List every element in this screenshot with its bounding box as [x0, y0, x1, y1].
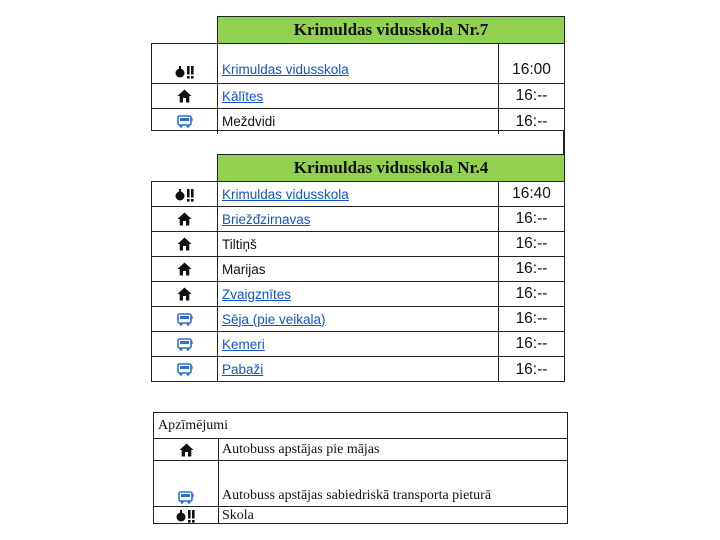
- bus-icon: [152, 109, 218, 134]
- departure-time: 16:--: [515, 260, 548, 277]
- table-row: [152, 332, 564, 357]
- divider: [563, 131, 565, 156]
- departure-time: 16:00: [512, 61, 551, 78]
- table-row: [152, 44, 564, 84]
- legend-heading: Apzīmējumi: [154, 413, 567, 439]
- table-row: [152, 307, 564, 332]
- table-row: [152, 109, 564, 134]
- stop-link[interactable]: Pabaži: [222, 362, 264, 377]
- stop-link[interactable]: Zvaigznītes: [222, 286, 292, 302]
- school-icon: [152, 182, 218, 206]
- house-icon: [152, 232, 218, 256]
- legend-table: [153, 412, 568, 524]
- legend-row: [154, 439, 567, 461]
- departure-time: 16:--: [515, 310, 548, 327]
- house-icon: [152, 84, 218, 108]
- schedule-table: [151, 181, 565, 382]
- stop-link[interactable]: Briežđzirnavas: [222, 211, 311, 227]
- stop-link[interactable]: Kemeri: [222, 336, 265, 352]
- house-icon: [152, 257, 218, 281]
- bus-icon: [154, 461, 219, 506]
- bus-icon: [152, 332, 218, 356]
- departure-time: 16:--: [515, 235, 548, 252]
- schedule-title: [217, 154, 565, 182]
- departure-time: 16:--: [515, 112, 548, 130]
- schedule-title: [217, 16, 565, 44]
- table-row: [152, 84, 564, 109]
- legend-text: Autobuss apstājas sabiedriskā transporta pieturā: [222, 488, 492, 503]
- departure-time: 16:--: [515, 360, 548, 378]
- legend-row: [154, 507, 567, 524]
- legend-row: [154, 461, 567, 507]
- school-icon: [152, 44, 218, 83]
- house-icon: [154, 439, 219, 460]
- departure-time: 16:--: [515, 87, 548, 104]
- schedule-title-text: Krimuldas vidusskola Nr.7: [293, 20, 489, 39]
- legend-text: Autobuss apstājas pie mājas: [222, 441, 380, 457]
- table-row: [152, 182, 564, 207]
- stop-link[interactable]: Kālītes: [222, 88, 264, 104]
- departure-time: 16:--: [515, 210, 548, 227]
- stop-name: Tiltiņš: [222, 236, 257, 252]
- house-icon: [152, 282, 218, 306]
- table-row: [152, 207, 564, 232]
- bus-icon: [152, 307, 218, 331]
- departure-time: 16:--: [515, 335, 548, 352]
- stop-link[interactable]: Krimuldas vidusskola: [222, 62, 349, 77]
- departure-time: 16:40: [512, 185, 551, 202]
- house-icon: [152, 207, 218, 231]
- departure-time: 16:--: [515, 285, 548, 302]
- table-row: [152, 357, 564, 382]
- stop-link[interactable]: Sēja (pie veikala): [222, 311, 326, 327]
- table-row: [152, 282, 564, 307]
- stop-name: Meždvidi: [222, 114, 276, 129]
- stop-link[interactable]: Krimuldas vidusskola: [222, 186, 349, 202]
- table-row: [152, 257, 564, 282]
- stop-name: Marijas: [222, 261, 266, 277]
- school-icon: [154, 507, 219, 524]
- table-row: [152, 232, 564, 257]
- bus-icon: [152, 357, 218, 382]
- legend-text: Skola: [222, 507, 254, 523]
- schedule-table: [151, 43, 565, 131]
- schedule-title-text: Krimuldas vidusskola Nr.4: [293, 158, 489, 177]
